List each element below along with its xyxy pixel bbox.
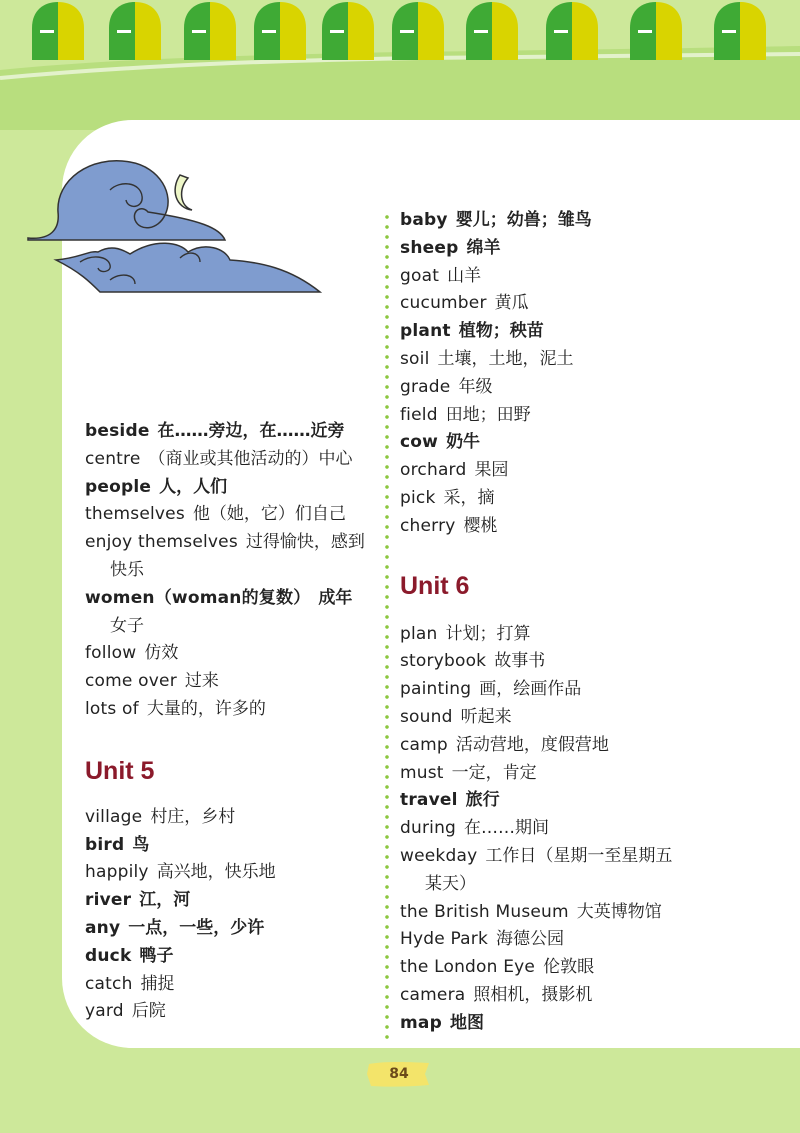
vocab-definition: 山羊 <box>447 265 482 286</box>
vocab-word: river <box>85 890 132 911</box>
tree-icon <box>184 2 236 60</box>
vocab-definition: 过得愉快，感到 <box>245 532 365 553</box>
vocab-word: orchard <box>400 460 467 481</box>
vocab-definition: 高兴地，快乐地 <box>156 862 276 883</box>
vocab-entry <box>85 915 385 943</box>
vocab-word: come over <box>85 671 177 692</box>
vocab-definition: 活动营地，度假营地 <box>455 734 609 755</box>
vocab-entry <box>85 696 385 724</box>
vocab-entry <box>85 446 385 474</box>
vocab-definition: 后院 <box>131 1001 166 1022</box>
vocab-word: catch <box>85 973 133 994</box>
unit-6-vocab-list <box>400 621 790 1038</box>
tree-icon <box>714 2 766 60</box>
vocab-definition: 婴儿；幼兽；雏鸟 <box>455 210 592 230</box>
vocab-word: sound <box>400 706 453 727</box>
vocab-entry <box>400 843 790 899</box>
vocab-word: happily <box>85 862 149 883</box>
vocab-entry <box>400 982 790 1010</box>
vocab-entry <box>400 787 790 815</box>
vocab-word: map <box>400 1012 442 1033</box>
vocab-word: centre <box>85 448 141 469</box>
vocab-definition: 土壤，土地，泥土 <box>437 348 574 369</box>
vocab-entry <box>85 887 385 915</box>
vocab-word: Hyde Park <box>400 929 489 950</box>
vocab-definition: 工作日（星期一至星期五 <box>485 845 673 866</box>
vocab-definition-continued: 某天） <box>425 873 476 894</box>
vocab-definition: 田地；田野 <box>445 404 531 425</box>
vocab-word: storybook <box>400 651 487 672</box>
vocab-entry <box>400 235 790 263</box>
vocab-entry <box>85 640 385 668</box>
vocab-entry <box>85 585 385 641</box>
header-decoration <box>0 0 800 130</box>
vocab-entry <box>400 374 790 402</box>
vocab-word: cow <box>400 432 439 453</box>
vocab-definition: 画，绘画作品 <box>479 679 582 700</box>
vocab-word: beside <box>85 421 150 441</box>
vocab-definition: 故事书 <box>494 651 546 672</box>
page-number-tab <box>367 1060 431 1088</box>
vocab-definition: 江，河 <box>139 890 191 911</box>
vocab-word: bird <box>85 834 125 855</box>
tree-icon <box>322 2 374 60</box>
vocab-word: plan <box>400 623 438 644</box>
column-divider <box>385 212 389 1042</box>
vocab-word: soil <box>400 348 430 369</box>
vocab-entry <box>85 943 385 971</box>
vocab-word: plant <box>400 321 451 342</box>
tree-icon <box>466 2 518 60</box>
vocab-definition: 鸭子 <box>139 945 174 966</box>
vocab-definition: 过来 <box>184 671 219 692</box>
vocab-entry <box>85 832 385 860</box>
vocab-entry <box>85 804 385 832</box>
vocab-entry <box>400 621 790 649</box>
vocab-word: yard <box>85 1001 124 1022</box>
vocab-entry <box>400 676 790 704</box>
vocab-entry <box>400 899 790 927</box>
vocab-word: sheep <box>400 237 459 258</box>
vocab-definition: 地图 <box>449 1012 484 1033</box>
vocab-definition: 人，人们 <box>159 476 228 497</box>
vocab-entry <box>400 926 790 954</box>
vocab-word: camp <box>400 734 448 755</box>
vocab-entry <box>85 474 385 502</box>
unit-5-vocab-list <box>85 804 385 1026</box>
vocab-entry <box>400 290 790 318</box>
vocab-entry <box>400 485 790 513</box>
vocab-definition: 奶牛 <box>446 432 481 453</box>
vocab-word: women（woman的复数） <box>85 587 311 608</box>
vocab-definition: 大英博物馆 <box>576 901 662 922</box>
vocab-word: must <box>400 762 444 783</box>
vocab-definition: 伦敦眼 <box>543 957 595 978</box>
vocab-word: the London Eye <box>400 957 536 978</box>
page-number: 84 <box>389 1066 409 1082</box>
vocab-definition-continued: 女子 <box>110 615 144 636</box>
vocab-word: themselves <box>85 504 185 525</box>
vocab-definition: 捕捉 <box>140 973 175 994</box>
vocab-word: grade <box>400 376 451 397</box>
vocab-word: any <box>85 917 121 938</box>
vocab-entry <box>85 859 385 887</box>
vocab-definition: 照相机，摄影机 <box>473 984 593 1005</box>
vocab-entry <box>400 263 790 291</box>
vocab-entry <box>400 954 790 982</box>
vocab-definition: 绵羊 <box>466 237 501 258</box>
vocab-entry <box>400 704 790 732</box>
vocab-word: baby <box>400 210 448 230</box>
vocab-definition: 一定，肯定 <box>451 762 537 783</box>
vocab-definition: 植物；秧苗 <box>458 321 544 342</box>
vocab-list-continued <box>85 418 385 724</box>
vocab-word: village <box>85 806 143 827</box>
vocab-definition: 仿效 <box>144 643 179 664</box>
vocab-entry <box>400 815 790 843</box>
vocab-word: enjoy themselves <box>85 532 238 553</box>
vocab-definition: 旅行 <box>465 790 500 811</box>
vocab-definition: 村庄，乡村 <box>150 806 236 827</box>
tree-icon <box>546 2 598 60</box>
vocab-word: goat <box>400 265 440 286</box>
tree-icon <box>630 2 682 60</box>
unit-6-heading: Unit 6 <box>400 571 470 600</box>
vocab-entry <box>400 760 790 788</box>
vocab-word: field <box>400 404 438 425</box>
vocab-entry <box>400 402 790 430</box>
vocab-entry <box>85 971 385 999</box>
unit-5-heading: Unit 5 <box>85 756 155 785</box>
vocab-entry <box>400 346 790 374</box>
vocab-definition: 果园 <box>474 460 509 481</box>
vocab-word: painting <box>400 679 472 700</box>
vocab-word: lots of <box>85 698 139 719</box>
vocab-definition: 他（她，它）们自己 <box>192 504 346 525</box>
right-column <box>400 207 790 1038</box>
vocab-definition: 一点，一些，少许 <box>128 917 265 938</box>
vocab-word: people <box>85 476 152 497</box>
vocab-entry <box>85 668 385 696</box>
vocab-word: pick <box>400 487 436 508</box>
vocab-definition: 成年 <box>318 587 353 608</box>
vocab-entry <box>400 429 790 457</box>
vocab-definition: 鸟 <box>132 834 150 855</box>
vocab-word: during <box>400 818 457 839</box>
vocab-word: cucumber <box>400 293 487 314</box>
vocab-entry <box>85 418 385 446</box>
vocab-entry <box>400 513 790 541</box>
vocab-definition: 在……期间 <box>464 818 550 839</box>
vocab-entry <box>400 457 790 485</box>
vocab-list-continued <box>400 207 790 541</box>
vocab-definition: 计划；打算 <box>445 623 531 644</box>
vocab-word: camera <box>400 984 466 1005</box>
left-column <box>85 418 385 1026</box>
tree-icon <box>254 2 306 60</box>
vocab-word: cherry <box>400 515 456 536</box>
tree-icon <box>32 2 84 60</box>
vocab-entry <box>400 732 790 760</box>
vocab-entry <box>400 648 790 676</box>
vocab-definition: （商业或其他活动的）中心 <box>148 448 353 469</box>
vocab-definition: 听起来 <box>460 706 512 727</box>
vocab-word: travel <box>400 790 458 811</box>
vocab-entry <box>400 318 790 346</box>
vocab-definition: 在……旁边，在……近旁 <box>157 421 345 441</box>
vocab-word: duck <box>85 945 132 966</box>
vocab-definition: 大量的，许多的 <box>146 698 266 719</box>
vocab-entry <box>85 501 385 529</box>
vocab-entry <box>400 1010 790 1038</box>
vocab-word: weekday <box>400 845 478 866</box>
tree-icon <box>392 2 444 60</box>
tree-icon <box>109 2 161 60</box>
vocab-definition: 采，摘 <box>443 487 495 508</box>
cloud-moon-illustration <box>20 150 340 310</box>
vocab-definition: 年级 <box>458 376 493 397</box>
vocab-definition: 黄瓜 <box>494 293 529 314</box>
vocab-entry <box>85 529 385 585</box>
vocab-word: follow <box>85 643 137 664</box>
vocab-word: the British Museum <box>400 901 569 922</box>
vocab-entry <box>85 998 385 1026</box>
vocab-definition: 樱桃 <box>463 515 498 536</box>
vocab-definition-continued: 快乐 <box>110 559 144 580</box>
vocab-entry <box>400 207 790 235</box>
vocab-definition: 海德公园 <box>496 929 565 950</box>
